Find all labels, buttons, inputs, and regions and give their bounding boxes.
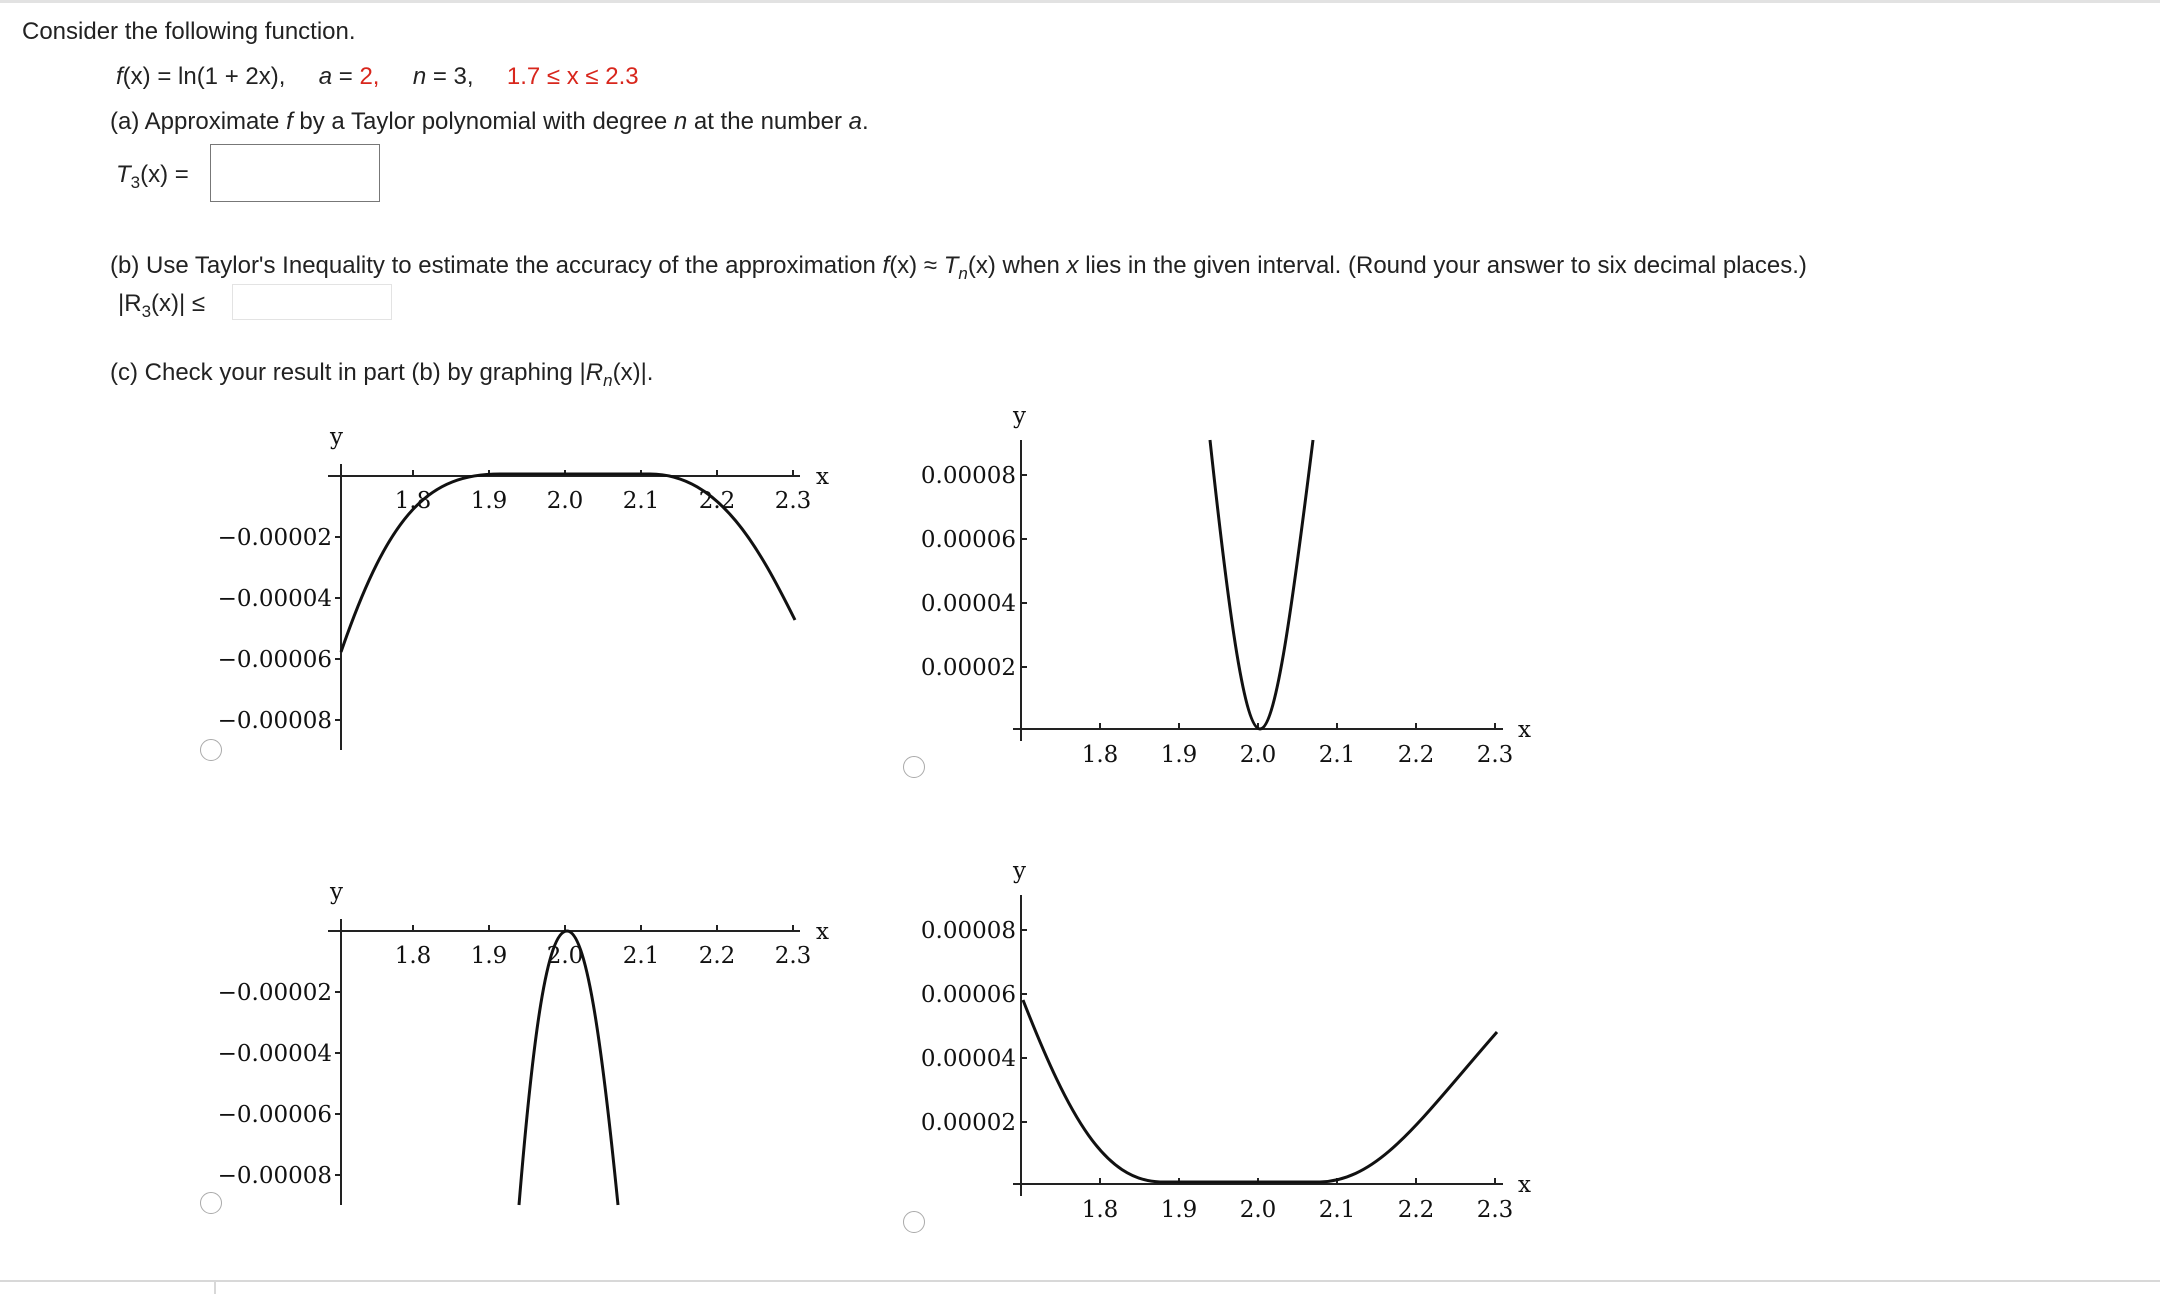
part-c-question: (c) Check your result in part (b) by graphing $|R_n(x)|$.	[110, 359, 654, 390]
x-tick-label: 2.2	[698, 943, 736, 969]
radio-option-3[interactable]	[200, 1192, 222, 1214]
x-tick-label: 1.9	[1160, 1197, 1198, 1223]
y-tick-label: 0.00002	[920, 1110, 1016, 1136]
y-axis-label: y	[1013, 858, 1026, 884]
y-axis-label: y	[1013, 403, 1026, 429]
y-tick-label: 0.00008	[920, 463, 1016, 489]
radio-option-4[interactable]	[903, 1211, 925, 1233]
graph-option-1	[200, 400, 850, 770]
a-value: 2,	[359, 63, 380, 90]
y-axis-label: y	[330, 424, 343, 450]
x-tick-label: 1.8	[394, 488, 432, 514]
bottom-divider-tick	[214, 1282, 216, 1294]
x-tick-label: 1.9	[470, 943, 508, 969]
x-axis-label: x	[1518, 1172, 1531, 1198]
x-axis-label: x	[816, 464, 829, 490]
y-tick-label: −0.00006	[217, 647, 332, 673]
y-axis	[1021, 895, 1027, 1196]
interval: 1.7 ≤ x ≤ 2.3	[506, 63, 639, 90]
x-tick-label: 2.3	[1476, 742, 1514, 768]
x-tick-label: 1.8	[394, 943, 432, 969]
graph-option-3	[200, 855, 850, 1225]
function-definition: f(x) = ln(1 + 2x), a = 2, n = 3, 1.7 ≤ x ≤ 2.3	[116, 63, 639, 90]
top-divider	[0, 0, 2160, 3]
x-tick-label: 2.2	[1397, 1197, 1435, 1223]
y-tick-label: 0.00004	[920, 591, 1016, 617]
intro-text: Consider the following function.	[22, 18, 356, 45]
r3-label: $|R_3(x)|$ ≤	[118, 290, 206, 321]
y-tick-label: −0.00004	[217, 586, 332, 612]
y-tick-label: −0.00006	[217, 1102, 332, 1128]
x-tick-label: 2.1	[622, 943, 660, 969]
x-tick-label: 2.0	[1239, 742, 1277, 768]
y-tick-label: −0.00002	[217, 525, 332, 551]
x-tick-label: 2.3	[774, 488, 812, 514]
y-tick-label: 0.00008	[920, 918, 1016, 944]
x-tick-label: 2.3	[1476, 1197, 1514, 1223]
t3-label: $T_3(x)$ =	[116, 161, 189, 192]
y-tick-label: −0.00008	[217, 1163, 332, 1189]
radio-option-1[interactable]	[200, 739, 222, 761]
x-tick-label: 2.3	[774, 943, 812, 969]
bottom-divider	[0, 1280, 2160, 1282]
y-tick-label: −0.00004	[217, 1041, 332, 1067]
graph-option-4	[900, 850, 1550, 1230]
y-tick-label: 0.00004	[920, 1046, 1016, 1072]
y-axis-label: y	[330, 879, 343, 905]
part-a-question: (a) Approximate f by a Taylor polynomial with degree n at the number a.	[110, 108, 869, 135]
curve	[1210, 440, 1313, 729]
y-axis	[1021, 440, 1027, 741]
x-tick-label: 2.1	[1318, 742, 1356, 768]
x-tick-label: 1.8	[1081, 1197, 1119, 1223]
y-tick-label: 0.00006	[920, 527, 1016, 553]
x-tick-label: 2.0	[546, 943, 584, 969]
curve	[519, 931, 618, 1205]
y-axis	[335, 464, 341, 750]
x-tick-label: 2.2	[698, 488, 736, 514]
graph-option-2	[900, 395, 1550, 775]
y-tick-label: 0.00002	[920, 655, 1016, 681]
y-axis	[335, 919, 341, 1205]
x-tick-label: 2.2	[1397, 742, 1435, 768]
x-axis	[328, 470, 800, 482]
curve	[1023, 1000, 1497, 1182]
x-axis-label: x	[816, 919, 829, 945]
radio-option-2[interactable]	[903, 756, 925, 778]
r3-answer-input[interactable]	[232, 284, 392, 320]
y-tick-label: −0.00008	[217, 708, 332, 734]
x-tick-label: 1.9	[1160, 742, 1198, 768]
x-tick-label: 2.1	[622, 488, 660, 514]
x-tick-label: 1.8	[1081, 742, 1119, 768]
x-tick-label: 2.1	[1318, 1197, 1356, 1223]
part-b-question: (b) Use Taylor's Inequality to estimate the accuracy of the approximation $f(x) \approx T_n(x)$ when x lies in the given interval. (Round your answer to six decimal places.)	[110, 252, 1807, 283]
x-tick-label: 1.9	[470, 488, 508, 514]
t3-answer-input[interactable]	[210, 144, 380, 202]
x-tick-label: 2.0	[1239, 1197, 1277, 1223]
y-tick-label: −0.00002	[217, 980, 332, 1006]
x-axis-label: x	[1518, 717, 1531, 743]
x-tick-label: 2.0	[546, 488, 584, 514]
y-tick-label: 0.00006	[920, 982, 1016, 1008]
